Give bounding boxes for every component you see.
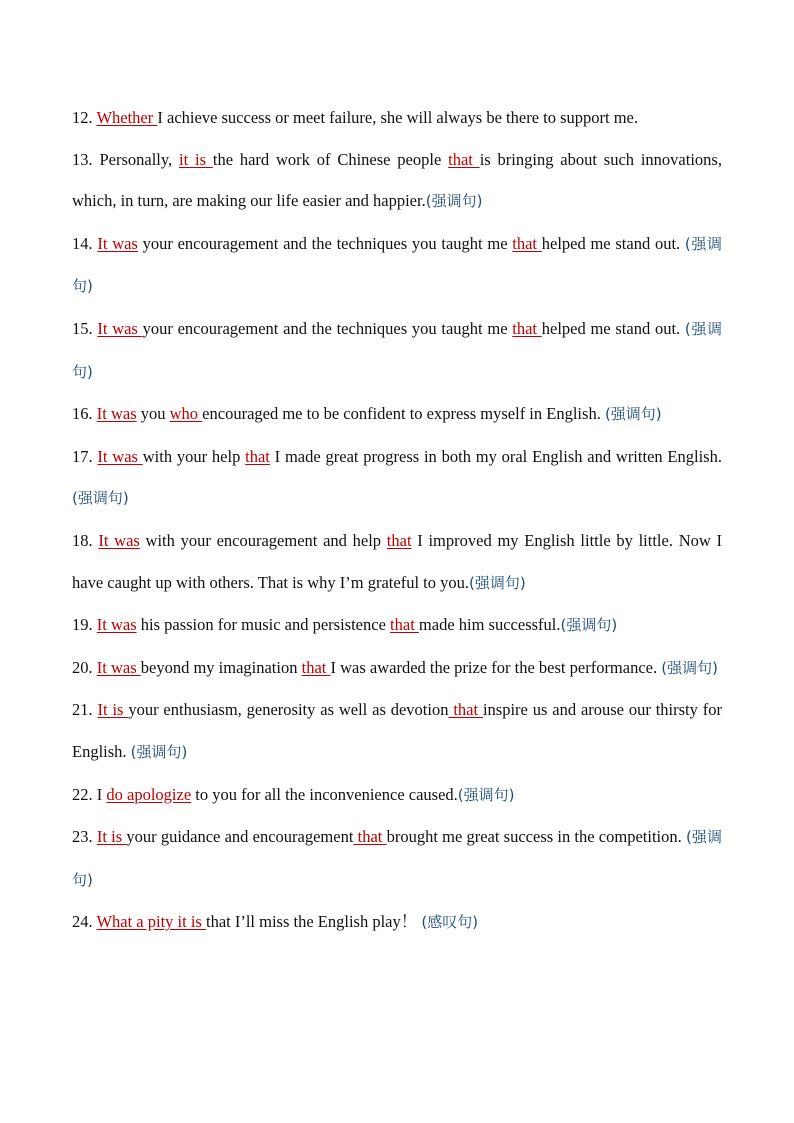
sentence-text: I made great progress in both my oral English and written English. (269, 446, 722, 466)
sentence-type-note: (强调句) (72, 234, 722, 296)
document-page (72, 97, 722, 944)
sentence-item (72, 604, 722, 647)
sentence-item (72, 520, 722, 604)
sentence-text: 23. (72, 827, 97, 847)
sentence-type-note: (强调句) (560, 616, 618, 635)
sentence-text: 13. Personally, (72, 149, 180, 169)
answer-blank: that (512, 233, 542, 253)
answer-blank: It is (96, 827, 127, 847)
answer-blank: do apologize (106, 784, 192, 804)
sentence-text: with your help (142, 446, 246, 466)
sentence-text: encouraged me to be confident to express myself in English. (202, 404, 605, 424)
sentence-text: your guidance and encouragement (126, 827, 354, 847)
sentence-type-note: (强调句) (425, 192, 483, 211)
sentence-item (72, 139, 722, 223)
sentence-type-note: (强调句) (661, 658, 718, 677)
sentence-text: I was awarded the prize for the best performance. (330, 657, 662, 677)
sentence-text: with your encouragement and help (139, 530, 387, 550)
answer-blank: that (448, 700, 483, 720)
answer-blank: that (245, 446, 270, 466)
answer-blank: Whether (96, 108, 158, 127)
sentence-type-note: (强调句) (457, 785, 515, 804)
answer-blank: It was (96, 404, 137, 424)
answer-blank: It is (97, 700, 129, 720)
sentence-text: is bringing about such innovations, which, in turn, are making our life easier and happier. (72, 149, 722, 211)
sentence-text: beyond my imagination (140, 657, 302, 677)
answer-blank: who (169, 404, 203, 424)
sentence-item (72, 393, 722, 436)
sentence-text: 18. (72, 530, 99, 550)
sentence-text: I improved my English little by little. Now I have caught up with others. That is why I’m grateful to you. (72, 530, 722, 592)
sentence-text: to you for all the inconvenience caused. (191, 784, 458, 804)
sentence-text: 16. (72, 404, 97, 424)
sentence-text: inspire us and arouse our thirsty for English. (72, 700, 722, 761)
sentence-text: brought me great success in the competition. (386, 827, 686, 847)
answer-blank: that (301, 657, 331, 677)
sentence-text: 20. (72, 657, 97, 677)
sentence-type-note: (强调句) (468, 573, 526, 592)
sentence-type-note: (强调句) (604, 405, 662, 424)
sentence-item (72, 436, 722, 520)
sentence-item (72, 97, 722, 139)
answer-blank: It was (97, 233, 138, 253)
sentence-item (72, 901, 722, 944)
sentence-type-note: (强调句) (130, 742, 188, 761)
sentence-item (72, 308, 722, 393)
answer-blank: that (448, 149, 480, 169)
answer-blank: that (353, 827, 387, 847)
sentence-text: made him successful. (418, 615, 561, 635)
sentence-text: helped me stand out. (541, 233, 685, 253)
sentence-text: 21. (72, 700, 98, 720)
sentence-text: helped me stand out. (541, 318, 685, 338)
sentence-type-note: (强调句) (72, 828, 722, 889)
sentence-text: his passion for music and persistence (136, 615, 391, 635)
sentence-text: your enthusiasm, generosity as well as devotion (128, 700, 449, 720)
answer-blank: It was (96, 657, 141, 677)
answer-blank: It was (97, 318, 143, 338)
sentence-item (72, 223, 722, 308)
answer-blank: What a pity it is (96, 912, 206, 932)
answer-blank: it is (179, 149, 213, 169)
sentence-type-note: (强调句) (72, 489, 129, 508)
sentence-text: 12. (72, 108, 97, 127)
sentence-text: 15. (72, 318, 98, 338)
sentence-text: 14. (72, 233, 98, 253)
sentence-text: your encouragement and the techniques you taught me (137, 233, 513, 253)
sentence-text: 17. (72, 446, 98, 466)
answer-blank: that (512, 318, 542, 338)
answer-blank: It was (97, 446, 143, 466)
answer-blank: It was (98, 530, 140, 550)
sentence-text: the hard work of Chinese people (212, 149, 449, 169)
sentence-type-note: (感叹句) (421, 913, 479, 932)
sentence-type-note: (强调句) (72, 319, 722, 381)
sentence-text: your encouragement and the techniques you taught me (142, 318, 513, 338)
answer-blank: that (390, 615, 419, 635)
answer-blank: It was (96, 615, 137, 635)
sentence-text: 22. I (72, 784, 107, 804)
sentence-text: 24. (72, 912, 97, 932)
sentence-text: I achieve success or meet failure, she will always be there to support me. (157, 108, 639, 127)
sentence-item (72, 647, 722, 690)
sentence-item (72, 816, 722, 901)
sentence-text: that I’ll miss the English play！ (205, 912, 422, 932)
sentence-text: 19. (72, 615, 97, 635)
sentence-item (72, 774, 722, 817)
sentence-item (72, 689, 722, 773)
answer-blank: that (386, 530, 412, 550)
sentence-text: you (136, 404, 170, 424)
